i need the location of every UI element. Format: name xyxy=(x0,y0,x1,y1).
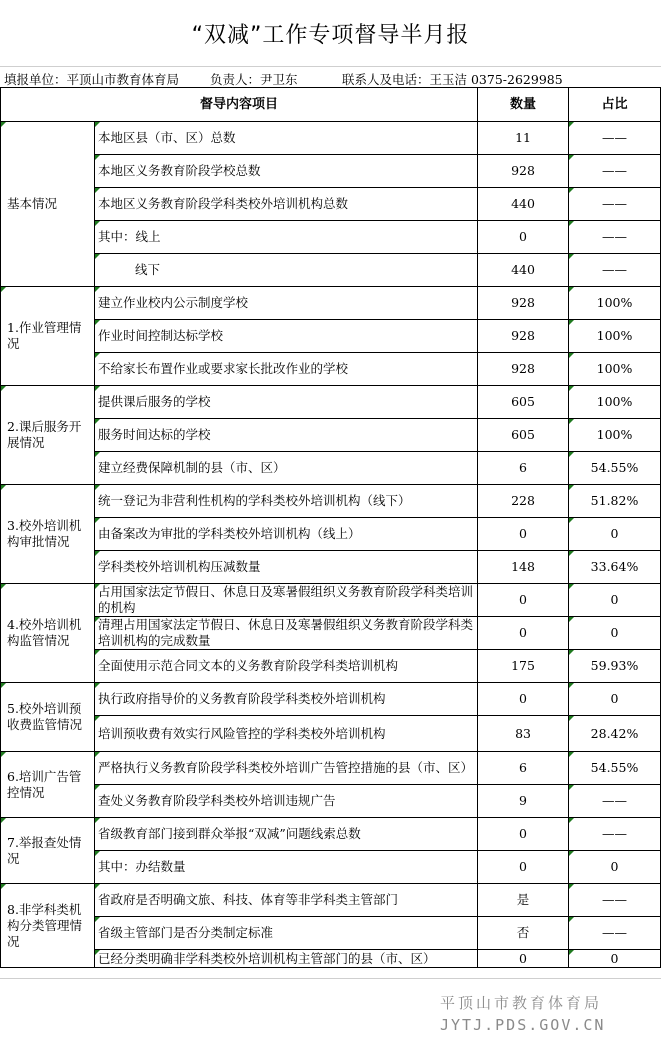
item-cell: 学科类校外培训机构压减数量 xyxy=(95,551,478,584)
quantity-cell: 11 xyxy=(478,122,569,155)
cell-marker xyxy=(95,518,100,523)
cell-marker xyxy=(95,485,100,490)
table-row xyxy=(1,419,661,452)
cell-marker xyxy=(569,785,574,790)
cell-marker xyxy=(569,122,574,127)
ratio-cell: —— xyxy=(569,221,661,254)
table-row xyxy=(1,818,661,851)
item-cell: 本地区义务教育阶段学校总数 xyxy=(95,155,478,188)
cell-marker xyxy=(95,851,100,856)
cell-marker xyxy=(569,716,574,721)
cell-marker xyxy=(95,353,100,358)
header-ratio: 占比 xyxy=(569,88,661,122)
cell-marker xyxy=(569,752,574,757)
item-cell: 省政府是否明确文旅、科技、体育等非学科类主管部门 xyxy=(95,884,478,917)
cell-marker xyxy=(569,518,574,523)
item-cell: 本地区县（市、区）总数 xyxy=(95,122,478,155)
table-row xyxy=(1,650,661,683)
cell-marker xyxy=(95,785,100,790)
cell-marker xyxy=(569,617,574,622)
quantity-cell: 83 xyxy=(478,716,569,752)
quantity-cell: 0 xyxy=(478,683,569,716)
item-cell: 建立作业校内公示制度学校 xyxy=(95,287,478,320)
watermark-name: 平顶山市教育体育局 xyxy=(440,994,603,1012)
item-cell: 统一登记为非营利性机构的学科类校外培训机构（线下） xyxy=(95,485,478,518)
quantity-cell: 928 xyxy=(478,287,569,320)
table-row xyxy=(1,917,661,950)
table-row xyxy=(1,785,661,818)
cell-marker xyxy=(569,221,574,226)
ratio-cell: 0 xyxy=(569,851,661,884)
cell-marker xyxy=(95,221,100,226)
ratio-cell: 59.93% xyxy=(569,650,661,683)
item-cell: 严格执行义务教育阶段学科类校外培训广告管控措施的县（市、区） xyxy=(95,752,478,785)
ratio-cell: —— xyxy=(569,188,661,221)
cell-marker xyxy=(569,950,574,955)
cell-marker xyxy=(1,485,6,490)
report-title: “双减”工作专项督导半月报 xyxy=(191,23,470,48)
ratio-cell: 0 xyxy=(569,518,661,551)
cell-marker xyxy=(1,584,6,589)
category-cell: 2.课后服务开展情况 xyxy=(1,386,95,485)
quantity-cell: 0 xyxy=(478,221,569,254)
cell-marker xyxy=(569,818,574,823)
table-row xyxy=(1,320,661,353)
quantity-cell: 0 xyxy=(478,851,569,884)
quantity-cell: 928 xyxy=(478,320,569,353)
quantity-cell: 928 xyxy=(478,155,569,188)
item-cell: 服务时间达标的学校 xyxy=(95,419,478,452)
table-row xyxy=(1,188,661,221)
cell-marker xyxy=(569,386,574,391)
item-cell: 本地区义务教育阶段学科类校外培训机构总数 xyxy=(95,188,478,221)
table-row xyxy=(1,254,661,287)
table-row xyxy=(1,518,661,551)
item-cell: 清理占用国家法定节假日、休息日及寒暑假组织义务教育阶段学科类培训机构的完成数量 xyxy=(95,617,478,650)
table-row xyxy=(1,551,661,584)
ratio-cell: —— xyxy=(569,254,661,287)
ratio-cell: 100% xyxy=(569,287,661,320)
category-cell: 1.作业管理情况 xyxy=(1,287,95,386)
quantity-cell: 0 xyxy=(478,518,569,551)
table-row xyxy=(1,353,661,386)
table-row xyxy=(1,221,661,254)
item-cell: 建立经费保障机制的县（市、区） xyxy=(95,452,478,485)
table-row xyxy=(1,452,661,485)
quantity-cell: 228 xyxy=(478,485,569,518)
quantity-cell: 9 xyxy=(478,785,569,818)
cell-marker xyxy=(95,818,100,823)
category-cell: 5.校外培训预收费监管情况 xyxy=(1,683,95,752)
quantity-cell: 440 xyxy=(478,254,569,287)
cell-marker xyxy=(95,122,100,127)
cell-marker xyxy=(95,287,100,292)
quantity-cell: 6 xyxy=(478,752,569,785)
cell-marker xyxy=(569,188,574,193)
watermark-url: JYTJ.PDS.GOV.CN xyxy=(440,1016,606,1034)
table-row xyxy=(1,950,661,968)
quantity-cell: 0 xyxy=(478,818,569,851)
cell-marker xyxy=(95,752,100,757)
cell-marker xyxy=(1,884,6,889)
cell-marker xyxy=(569,419,574,424)
quantity-cell: 605 xyxy=(478,386,569,419)
ratio-cell: 0 xyxy=(569,617,661,650)
quantity-cell: 否 xyxy=(478,917,569,950)
table-row xyxy=(1,122,661,155)
cell-marker xyxy=(95,884,100,889)
quantity-cell: 是 xyxy=(478,884,569,917)
cell-marker xyxy=(95,950,100,955)
ratio-cell: 100% xyxy=(569,386,661,419)
table-row xyxy=(1,155,661,188)
table-row xyxy=(1,617,661,650)
item-cell: 培训预收费有效实行风险管控的学科类校外培训机构 xyxy=(95,716,478,752)
cell-marker xyxy=(95,254,100,259)
cell-marker xyxy=(95,683,100,688)
cell-marker xyxy=(1,287,6,292)
item-cell: 提供课后服务的学校 xyxy=(95,386,478,419)
cell-marker xyxy=(95,551,100,556)
cell-marker xyxy=(569,452,574,457)
table-row xyxy=(1,386,661,419)
ratio-cell: 100% xyxy=(569,353,661,386)
item-cell: 已经分类明确非学科类校外培训机构主管部门的县（市、区） xyxy=(95,950,478,968)
table-row xyxy=(1,584,661,617)
ratio-cell: 100% xyxy=(569,419,661,452)
item-cell: 查处义务教育阶段学科类校外培训违规广告 xyxy=(95,785,478,818)
quantity-cell: 0 xyxy=(478,617,569,650)
cell-marker xyxy=(569,353,574,358)
quantity-cell: 0 xyxy=(478,584,569,617)
header-quantity: 数量 xyxy=(478,88,569,122)
ratio-cell: 28.42% xyxy=(569,716,661,752)
quantity-cell: 148 xyxy=(478,551,569,584)
cell-marker xyxy=(95,584,100,589)
ratio-cell: —— xyxy=(569,884,661,917)
supervision-table xyxy=(0,87,661,968)
quantity-cell: 6 xyxy=(478,452,569,485)
quantity-cell: 605 xyxy=(478,419,569,452)
ratio-cell: —— xyxy=(569,785,661,818)
ratio-cell: 54.55% xyxy=(569,452,661,485)
ratio-cell: —— xyxy=(569,917,661,950)
table-header-row xyxy=(1,88,661,122)
cell-marker xyxy=(1,122,6,127)
table-row xyxy=(1,716,661,752)
ratio-cell: —— xyxy=(569,818,661,851)
category-cell: 7.举报查处情况 xyxy=(1,818,95,884)
ratio-cell: —— xyxy=(569,122,661,155)
quantity-cell: 175 xyxy=(478,650,569,683)
table-row xyxy=(1,851,661,884)
cell-marker xyxy=(569,884,574,889)
header-item: 督导内容项目 xyxy=(1,88,478,122)
quantity-cell: 440 xyxy=(478,188,569,221)
item-cell: 全面使用示范合同文本的义务教育阶段学科类培训机构 xyxy=(95,650,478,683)
item-cell: 其中：办结数量 xyxy=(95,851,478,884)
item-cell: 线下 xyxy=(95,254,478,287)
cell-marker xyxy=(95,716,100,721)
ratio-cell: 100% xyxy=(569,320,661,353)
table-row xyxy=(1,884,661,917)
item-cell: 不给家长布置作业或要求家长批改作业的学校 xyxy=(95,353,478,386)
table-row xyxy=(1,485,661,518)
item-cell: 执行政府指导价的义务教育阶段学科类校外培训机构 xyxy=(95,683,478,716)
item-cell: 其中：线上 xyxy=(95,221,478,254)
cell-marker xyxy=(95,320,100,325)
cell-marker xyxy=(569,254,574,259)
footer-divider xyxy=(0,978,661,979)
ratio-cell: 0 xyxy=(569,683,661,716)
cell-marker xyxy=(95,419,100,424)
item-cell: 省级教育部门接到群众举报“双减”问题线索总数 xyxy=(95,818,478,851)
table-row xyxy=(1,752,661,785)
cell-marker xyxy=(95,155,100,160)
responsible-person: 负责人：尹卫东 xyxy=(210,72,298,87)
cell-marker xyxy=(95,650,100,655)
cell-marker xyxy=(569,851,574,856)
cell-marker xyxy=(569,650,574,655)
item-cell: 作业时间控制达标学校 xyxy=(95,320,478,353)
ratio-cell: 54.55% xyxy=(569,752,661,785)
quantity-cell: 928 xyxy=(478,353,569,386)
ratio-cell: 33.64% xyxy=(569,551,661,584)
cell-marker xyxy=(1,818,6,823)
reporting-unit: 填报单位：平顶山市教育体育局 xyxy=(4,72,180,87)
table-row xyxy=(1,683,661,716)
cell-marker xyxy=(95,452,100,457)
cell-marker xyxy=(95,617,100,622)
cell-marker xyxy=(569,683,574,688)
cell-marker xyxy=(1,683,6,688)
ratio-cell: 51.82% xyxy=(569,485,661,518)
cell-marker xyxy=(569,584,574,589)
ratio-cell: —— xyxy=(569,155,661,188)
divider xyxy=(0,66,661,67)
table-row xyxy=(1,287,661,320)
category-cell: 基本情况 xyxy=(1,122,95,287)
cell-marker xyxy=(95,188,100,193)
contact-info: 联系人及电话：王玉洁 0375-2629985 xyxy=(342,72,563,87)
quantity-cell: 0 xyxy=(478,950,569,968)
cell-marker xyxy=(569,485,574,490)
cell-marker xyxy=(1,752,6,757)
ratio-cell: 0 xyxy=(569,950,661,968)
item-cell: 占用国家法定节假日、休息日及寒暑假组织义务教育阶段学科类培训的机构 xyxy=(95,584,478,617)
cell-marker xyxy=(569,287,574,292)
item-cell: 省级主管部门是否分类制定标准 xyxy=(95,917,478,950)
category-cell: 6.培训广告管控情况 xyxy=(1,752,95,818)
cell-marker xyxy=(95,917,100,922)
item-cell: 由备案改为审批的学科类校外培训机构（线上） xyxy=(95,518,478,551)
category-cell: 4.校外培训机构监管情况 xyxy=(1,584,95,683)
cell-marker xyxy=(569,155,574,160)
cell-marker xyxy=(95,386,100,391)
cell-marker xyxy=(569,917,574,922)
category-cell: 8.非学科类机构分类管理情况 xyxy=(1,884,95,968)
category-cell: 3.校外培训机构审批情况 xyxy=(1,485,95,584)
cell-marker xyxy=(569,320,574,325)
ratio-cell: 0 xyxy=(569,584,661,617)
cell-marker xyxy=(1,386,6,391)
cell-marker xyxy=(569,551,574,556)
